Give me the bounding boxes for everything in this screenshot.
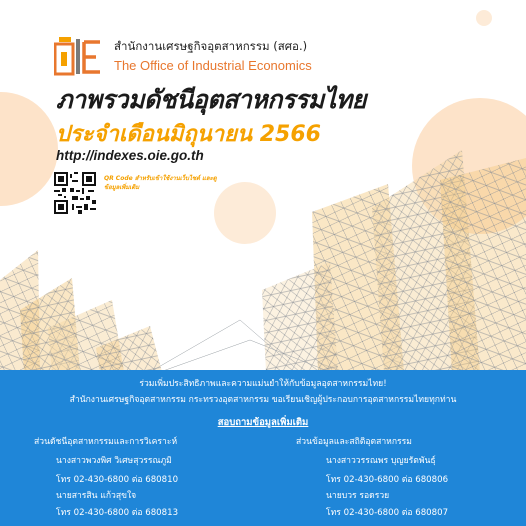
left-contact-name-2: นายสารสิน แก้วสุขใจ (56, 491, 137, 501)
left-section-title: ส่วนดัชนีอุตสาหกรรมและการวิเคราะห์ (34, 437, 178, 447)
org-name-thai: สำนักงานเศรษฐกิจอุตสาหกรรม (สศอ.) (114, 39, 308, 53)
left-contact-name-1: นางสาวพวงพิศ วิเศษสุวรรณภูมิ (56, 456, 172, 466)
info-line-2: สำนักงานเศรษฐกิจอุตสาหกรรม กระทรวงอุตสาหกรรม ขอเรียนเชิญผู้ประกอบการอุตสาหกรรมไทยทุกท่าน (69, 395, 457, 405)
right-contact-name-1: นางสาววรรณพร บุญยรัตพันธุ์ (326, 456, 436, 466)
contact-heading (0, 415, 526, 430)
contact-heading-text: สอบถามข้อมูลเพิ่มเติม (217, 417, 309, 428)
right-contact-phone-2: โทร 02-430-6800 ต่อ 680807 (326, 508, 449, 518)
decor-circle-top (476, 10, 492, 26)
qr-caption: QR Code สำหรับเข้าใช้งานเว็บไซต์ และดูข้อมูลเพิ่มเติม (104, 175, 217, 191)
page-subtitle: ประจำเดือนมิถุนายน 2566 (56, 122, 321, 147)
info-line-1: ร่วมเพิ่มประสิทธิภาพและความแม่นยำให้กับข้อมูลอุตสาหกรรมไทย! (139, 379, 387, 389)
website-url[interactable]: http://indexes.oie.go.th (56, 148, 204, 163)
wireframe-buildings-illustration (0, 150, 526, 372)
right-contact-phone-1: โทร 02-430-6800 ต่อ 680806 (326, 475, 449, 485)
right-contact-name-2: นายบวร รอดรวย (326, 491, 390, 501)
page-title: ภาพรวมดัชนีอุตสาหกรรมไทย (56, 85, 366, 114)
org-name-english: The Office of Industrial Economics (114, 58, 312, 73)
left-contact-phone-2: โทร 02-430-6800 ต่อ 680813 (56, 508, 179, 518)
left-contact-phone-1: โทร 02-430-6800 ต่อ 680810 (56, 475, 179, 485)
right-section-title: ส่วนข้อมูลและสถิติอุตสาหกรรม (296, 437, 412, 447)
oie-logo-icon (54, 36, 102, 76)
